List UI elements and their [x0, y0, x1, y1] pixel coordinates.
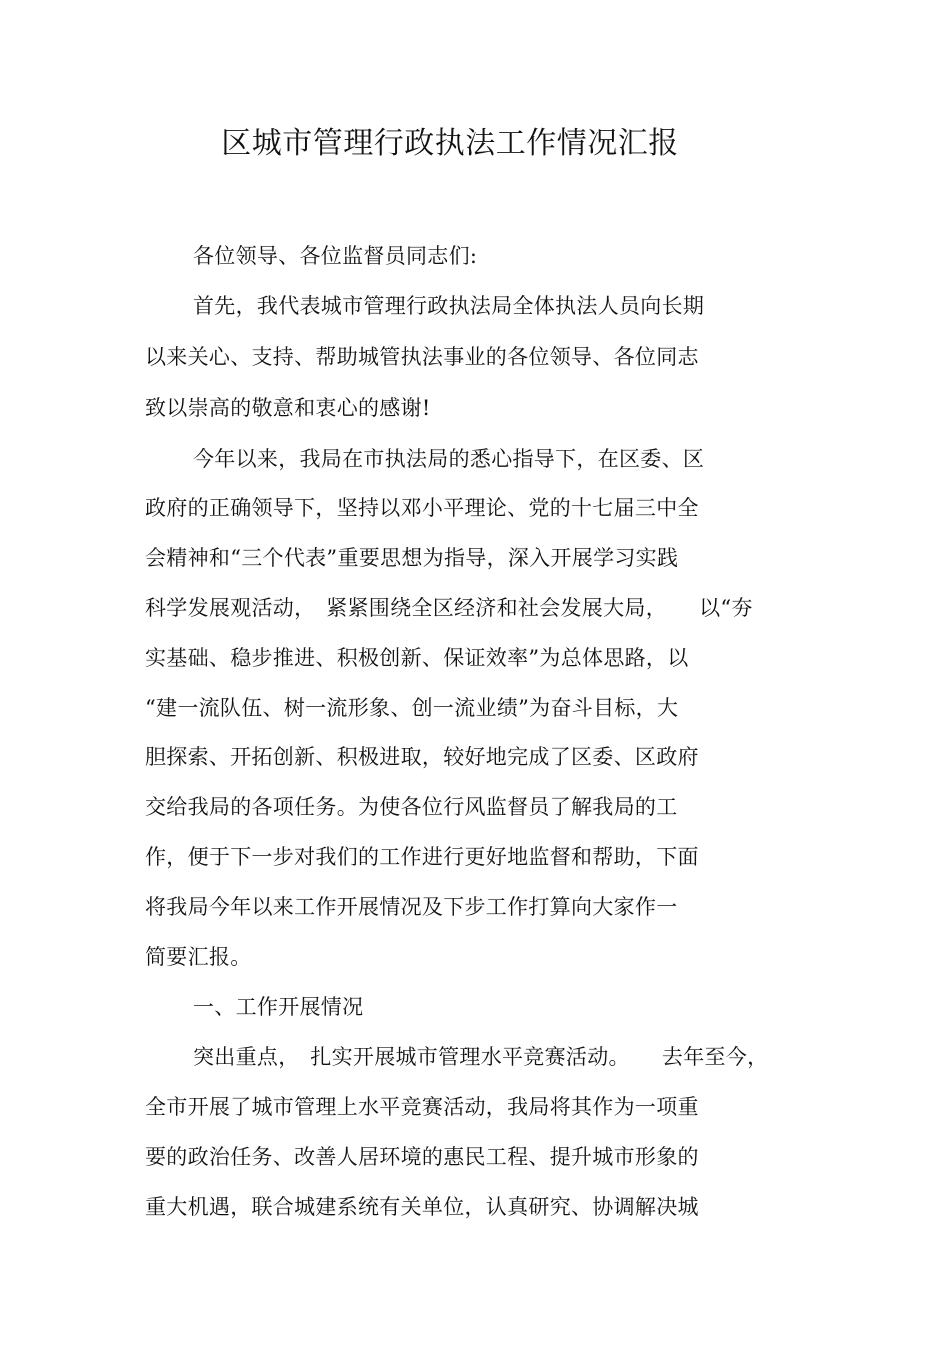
paragraph-line: 今年以来，我局在市执法局的悉心指导下，在区委、区: [193, 447, 705, 471]
paragraph-line: 首先，我代表城市管理行政执法局全体执法人员向长期: [193, 294, 705, 318]
paragraph-line: 将我局今年以来工作开展情况及下步工作打算向大家作一: [145, 895, 678, 919]
paragraph-line: 交给我局的各项任务。为使各位行风监督员了解我局的工: [145, 795, 678, 819]
paragraph-line: 简要汇报。: [145, 945, 252, 969]
salutation: 各位领导、各位监督员同志们:: [193, 244, 478, 268]
paragraph-line: 致以崇高的敬意和衷心的感谢!: [145, 396, 431, 420]
document-title: 区城市管理行政执法工作情况汇报: [221, 126, 679, 161]
paragraph-line: 作，便于下一步对我们的工作进行更好地监督和帮助，下面: [145, 845, 699, 869]
paragraph-line: 胆探索、开拓创新、积极进取，较好地完成了区委、区政府: [145, 745, 699, 769]
paragraph-line: 突出重点， 扎实开展城市管理水平竞赛活动。 去年至今，: [193, 1045, 769, 1069]
paragraph-line: 政府的正确领导下，坚持以邓小平理论、党的十七届三中全: [145, 496, 699, 520]
paragraph-line: 实基础、稳步推进、积极创新、保证效率”为总体思路，以: [145, 646, 689, 670]
paragraph-line: 会精神和“三个代表”重要思想为指导，深入开展学习实践: [145, 546, 679, 570]
paragraph-line: “建一流队伍、树一流形象、创一流业绩”为奋斗目标，大: [145, 696, 679, 720]
paragraph-line: 以来关心、支持、帮助城管执法事业的各位领导、各位同志: [145, 345, 699, 369]
paragraph-line: 科学发展观活动， 紧紧围绕全区经济和社会发展大局， 以“夯: [145, 596, 753, 620]
paragraph-line: 要的政治任务、改善人居环境的惠民工程、提升城市形象的: [145, 1145, 699, 1169]
paragraph-line: 重大机遇，联合城建系统有关单位，认真研究、协调解决城: [145, 1195, 699, 1219]
section-heading: 一、工作开展情况: [193, 995, 364, 1019]
paragraph-line: 全市开展了城市管理上水平竞赛活动，我局将其作为一项重: [145, 1095, 699, 1119]
